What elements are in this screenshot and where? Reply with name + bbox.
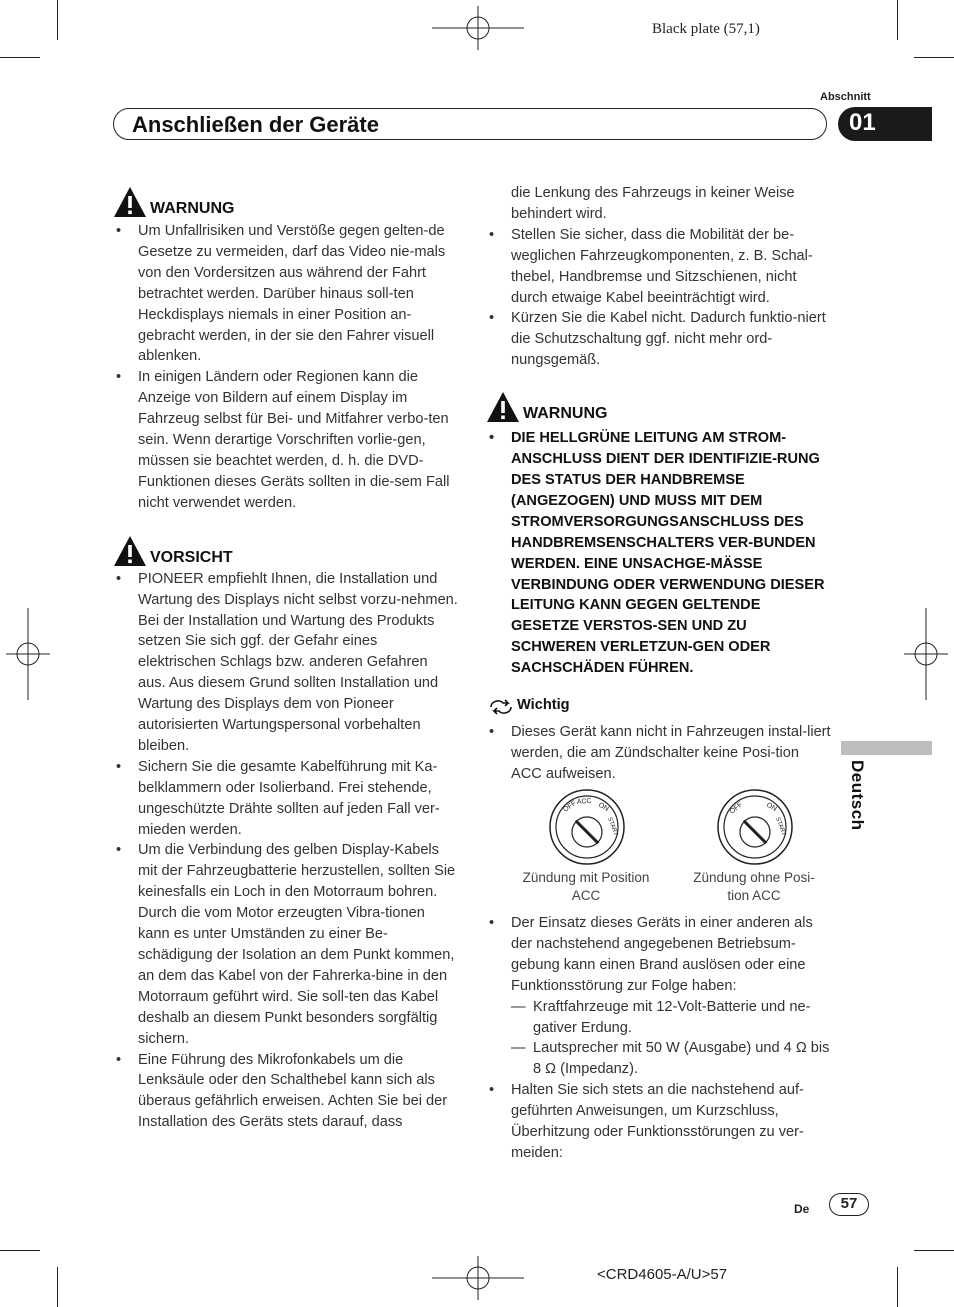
language-code: De xyxy=(794,1202,810,1216)
document-code: <CRD4605-A/U>57 xyxy=(597,1266,728,1283)
list-item: • Der Einsatz dieses Geräts in einer anderen als der nachstehend angegebenen Betriebsum-gebung kann einen Brand auslösen oder eine Funktionsstörung zur Folge haben: xyxy=(486,913,831,997)
section-label: Abschnitt xyxy=(820,91,871,103)
list-item: • In einigen Ländern oder Regionen kann die Anzeige von Bildern auf einem Display im Fahrzeug selbst für Bei- und Mitfahrer verbo-ten sein. Wenn derartige Vorschriften vorlie-gen, müssen sie beachtet werden, d. h. die DVD-Funktionen dieses Geräts sollten in die-sem Fall nicht verwendet werden. xyxy=(113,367,458,513)
registration-mark xyxy=(432,6,524,50)
right-column xyxy=(486,183,831,785)
important-title: Wichtig xyxy=(517,697,570,714)
dash-item: — Lautsprecher mit 50 W (Ausgabe) und 4 Ω bis 8 Ω (Impedanz). xyxy=(511,1040,830,1078)
page-title: Anschließen der Geräte xyxy=(132,112,379,137)
dial-label-off: OFF xyxy=(728,801,745,816)
caution-title: VORSICHT xyxy=(150,548,233,566)
list-item: • Eine Führung des Mikrofonkabels um die Lenksäule oder den Schalthebel kann sich als überaus gefährlich erweisen. Achten Sie bei der Installation des Geräts stets darauf, dass xyxy=(113,1050,458,1134)
warning-triangle-icon xyxy=(486,391,520,423)
ignition-switch-with-acc-illustration xyxy=(548,788,626,866)
list-item: • Halten Sie sich stets an die nachstehend auf-geführten Anweisungen, um Kurzschluss, Überhitzung oder Funktionsstörungen zu ver-meiden: xyxy=(486,1080,831,1164)
crop-mark xyxy=(897,1267,898,1307)
warning-title: WARNUNG xyxy=(523,405,608,423)
language-tab xyxy=(841,741,932,755)
continuation-text: die Lenkung des Fahrzeugs in keiner Weise behindert wird. xyxy=(511,185,795,222)
crop-mark xyxy=(914,57,954,58)
list-item: • PIONEER empfiehlt Ihnen, die Installation und Wartung des Displays nicht selbst vorzu-nehmen. Bei der Installation und Wartung des Produkts setzen Sie sich ggf. der Gefahr eines elektrischen Schlags bzw. anderen Gefahren aus. Aus diesem Grund sollten Installation und Wartung des Displays dem von Pioneer autorisierten Wartungspersonal vorbehalten bleiben. xyxy=(113,569,458,757)
list-item: • Kürzen Sie die Kabel nicht. Dadurch funktio-niert die Schutzschaltung ggf. nicht mehr ord-nungsgemäß. xyxy=(486,308,831,371)
warning-triangle-icon xyxy=(113,186,147,218)
crop-mark xyxy=(57,1267,58,1307)
section-number: 01 xyxy=(849,109,876,136)
crop-mark xyxy=(914,1250,954,1251)
crop-mark xyxy=(0,1250,40,1251)
dial-label-acc: ACC xyxy=(576,797,592,806)
dial-label-start: START xyxy=(774,816,787,837)
list-item: • Dieses Gerät kann nicht in Fahrzeugen instal-liert werden, die am Zündschalter keine Posi-tion ACC aufweisen. xyxy=(486,722,831,785)
warning-triangle-icon xyxy=(113,535,147,567)
crop-mark xyxy=(897,0,898,40)
warning-heading xyxy=(113,186,458,216)
dial-label-on: ON xyxy=(597,801,610,813)
ignition-without-acc-caption: Zündung ohne Posi- tion ACC xyxy=(693,870,815,903)
ignition-switch-without-acc-illustration xyxy=(716,788,794,866)
page-title-bar xyxy=(113,108,827,140)
section-number-badge xyxy=(838,107,932,141)
registration-mark xyxy=(432,1256,524,1300)
dial-label-start: START xyxy=(606,816,619,837)
important-heading xyxy=(486,695,831,717)
language-label: Deutsch xyxy=(848,760,867,831)
warning-heading xyxy=(486,391,831,421)
list-item: • Um die Verbindung des gelben Display-Kabels mit der Fahrzeugbatterie herzustellen, sollten Sie keinesfalls ein Loch in den Motorraum bohren. Durch die vom Motor erzeugten Vibra-tionen kann es unter Umständen zu einer Be-schädigung der Isolation an dem Punkt kommen, an dem das Kabel von der Fahrerka-bine in den Motorraum geführt wird. Sie soll-ten das Kabel deshalb an diesem Punkt besonders sorgfältig sichern. xyxy=(113,840,458,1049)
caution-heading xyxy=(113,535,458,565)
list-item: • Sichern Sie die gesamte Kabelführung mit Ka-belklammern oder Isolierband. Frei stehende, ungeschützte Drähte sollten auf jeden Fall ver-mieden werden. xyxy=(113,757,458,841)
ignition-with-acc-caption: Zündung mit Position ACC xyxy=(522,870,650,903)
warning-text: • DIE HELLGRÜNE LEITUNG AM STROM-ANSCHLUSS DIENT DER IDENTIFIZIE-RUNG DES STATUS DER HANDBREMSE (ANGEZOGEN) UND MUSS MIT DEM STROMVERSORGUNGSANSCHLUSS DES HANDBREMSENSCHALTERS VER-BUNDEN WERDEN. EINE UNSACHGE-MÄSSE VERBINDUNG ODER VERWENDUNG DIESER LEITUNG KANN GEGEN GELTENDE GESETZE VERSTOS-SEN UND ZU SCHWEREN VERLETZUN-GEN ODER SACHSCHÄDEN FÜHREN. xyxy=(486,428,831,679)
dash-item: — Kraftfahrzeuge mit 12-Volt-Batterie und ne-gativer Erdung. xyxy=(511,998,811,1036)
list-item: • Um Unfallrisiken und Verstöße gegen gelten-de Gesetze zu vermeiden, darf das Video nie-mals von den Vordersitzen aus während der Fahrt betrachtet werden. Darüber hinaus soll-ten Heckdisplays niemals in einer Position an-gebracht werden, in der sie den Fahrer visuell ablenken. xyxy=(113,221,458,367)
left-column xyxy=(113,186,458,1133)
warning-title: WARNUNG xyxy=(150,200,235,217)
important-note-icon xyxy=(488,698,514,716)
crop-mark xyxy=(57,0,58,40)
right-column-lower xyxy=(486,913,831,1164)
plate-label: Black plate (57,1) xyxy=(652,21,760,37)
list-item: • Stellen Sie sicher, dass die Mobilität der be-weglichen Fahrzeugkomponenten, z. B. Schal-thebel, Handbremse und Sitzschienen, nicht durch etwaige Kabel beeinträchtigt wird. xyxy=(486,225,831,309)
crop-mark xyxy=(0,57,40,58)
dial-label-off: OFF xyxy=(562,799,578,814)
registration-mark xyxy=(6,608,50,700)
dial-label-on: ON xyxy=(765,801,778,813)
registration-mark xyxy=(904,608,948,700)
page-number: 57 xyxy=(829,1193,869,1216)
